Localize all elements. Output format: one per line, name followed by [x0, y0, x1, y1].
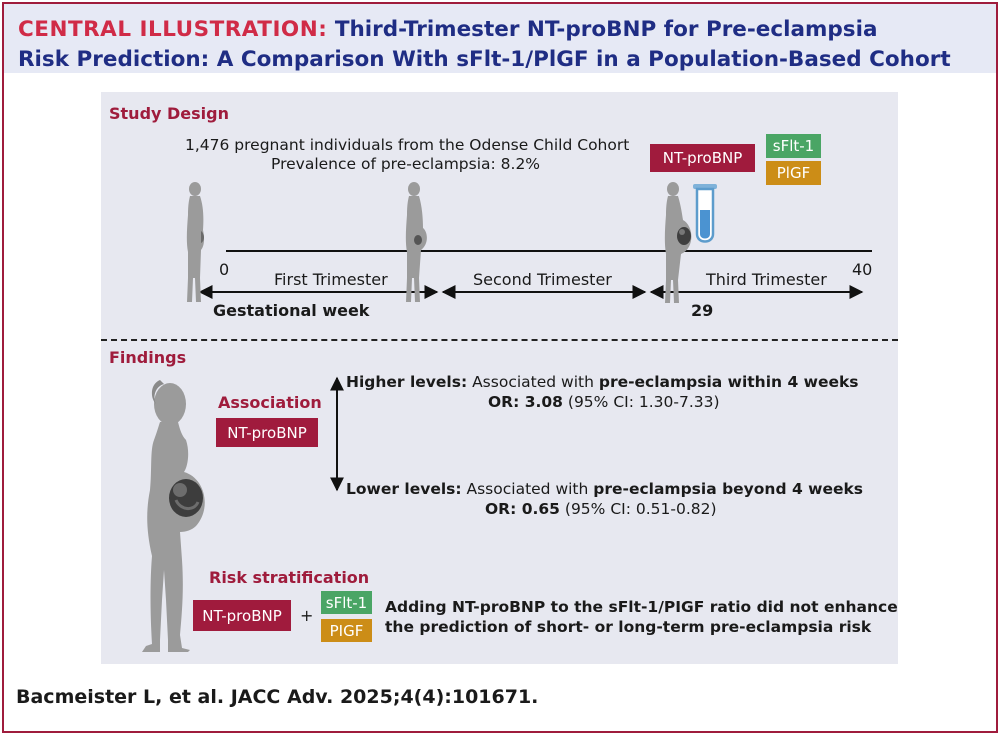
higher-levels-outcome: pre-eclampsia within 4 weeks [598, 373, 859, 391]
lower-levels-bold: Lower levels: [346, 480, 462, 498]
lower-or-label: OR: [485, 500, 522, 518]
sflt1-badge-risk: sFlt-1 [321, 591, 372, 614]
risk-text-line2: the prediction of short- or long-term pre-eclampsia risk [385, 618, 872, 636]
timeline-start-label: 0 [219, 260, 230, 279]
citation: Bacmeister L, et al. JACC Adv. 2025;4(4):101671. [16, 686, 539, 708]
study-design-title: Study Design [109, 104, 229, 123]
test-tube-icon [693, 184, 717, 242]
plgf-badge-risk: PIGF [321, 619, 372, 642]
header-title-line2: Risk Prediction: A Comparison With sFlt-1/PlGF in a Population-Based Cohort [18, 47, 951, 72]
week-29-label: 29 [691, 301, 714, 320]
lower-ci: (95% CI: 0.51-0.82) [559, 500, 717, 518]
header-title-line1: Third-Trimester NT-proBNP for Pre-eclampsia [334, 17, 878, 42]
association-label: Association [218, 393, 322, 412]
third-trimester-label: Third Trimester [706, 270, 827, 289]
pregnant-silhouette-icon-3 [665, 182, 692, 303]
ntprobnp-badge-risk: NT-proBNP [193, 600, 291, 631]
higher-or-label: OR: [488, 393, 525, 411]
first-trimester-label: First Trimester [274, 270, 388, 289]
pregnant-silhouette-icon-2 [406, 182, 427, 302]
second-trimester-label: Second Trimester [473, 270, 612, 289]
lower-levels-text: Associated with [461, 480, 594, 498]
plus-sign: + [300, 606, 314, 625]
higher-levels-bold: Higher levels: [346, 373, 468, 391]
higher-ci: (95% CI: 1.30-7.33) [562, 393, 720, 411]
prevalence-text: Prevalence of pre-eclampsia: 8.2% [271, 155, 541, 173]
ntprobnp-badge-top: NT-proBNP [650, 144, 755, 172]
higher-levels-text: Associated with [467, 373, 599, 391]
gestational-week-label: Gestational week [213, 301, 370, 320]
pregnant-silhouette-icon-1 [187, 182, 204, 302]
plgf-badge-top: PlGF [766, 161, 821, 185]
findings-title: Findings [109, 348, 187, 367]
sflt1-badge-top: sFlt-1 [766, 134, 821, 158]
timeline-end-label: 40 [852, 260, 873, 279]
header-lead: CENTRAL ILLUSTRATION: [18, 17, 328, 42]
lower-or-value: 0.65 [521, 500, 560, 518]
risk-stratification-label: Risk stratification [209, 568, 370, 587]
lower-levels-outcome: pre-eclampsia beyond 4 weeks [593, 480, 864, 498]
risk-text-line1: Adding NT-proBNP to the sFlt-1/PIGF ratio did not enhance [385, 598, 898, 616]
cohort-text: 1,476 pregnant individuals from the Odense Child Cohort [185, 136, 630, 154]
pregnant-silhouette-icon-large [142, 380, 205, 652]
higher-or-value: 3.08 [524, 393, 563, 411]
ntprobnp-badge-association: NT-proBNP [216, 418, 318, 447]
